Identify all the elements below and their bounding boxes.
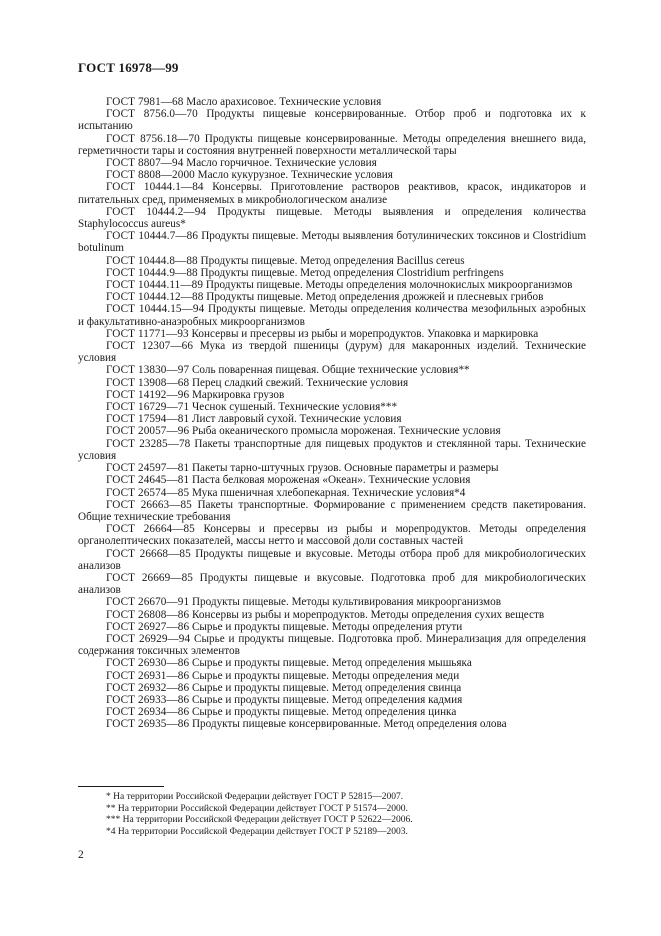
reference-title: Консервы. Приготовление растворов реактивов, красок, индикаторов и питательных сред, применяемых в микробиологическом анализе xyxy=(78,181,586,206)
reference-code: ГОСТ 16729—71 xyxy=(106,401,190,414)
footnote-text: На территории Российской Федерации действует ГОСТ Р 52815—2007. xyxy=(113,792,404,802)
reference-title: Сырье и продукты пищевые. Подготовка проб. Минерализация для определения содержания токсичных элементов xyxy=(78,632,586,658)
reference-title: Мука пшеничная хлебопекарная. Технические условия*4 xyxy=(191,486,466,499)
reference-entry xyxy=(78,133,586,157)
reference-code: ГОСТ 13908—68 xyxy=(106,376,190,389)
reference-title: Соль поваренная пищевая. Общие технические условия** xyxy=(191,364,470,377)
reference-title: Продукты пищевые консервированные. Методы определения внешнего вида, герметичности тары и состояния внутренней поверхности металлической тары xyxy=(78,132,587,157)
reference-entry xyxy=(78,291,586,303)
reference-title: Масло арахисовое. Технические условия xyxy=(186,96,382,108)
reference-code: ГОСТ 14192—96 xyxy=(106,388,190,401)
reference-title: Пакеты тарно-штучных грузов. Основные параметры и размеры xyxy=(191,462,499,475)
reference-code: ГОСТ 10444.7—86 xyxy=(106,230,199,243)
reference-title: Продукты пищевые. Методы определения молочнокислых микроорганизмов xyxy=(205,279,573,292)
reference-entry xyxy=(78,364,586,376)
reference-entry xyxy=(78,389,586,401)
reference-title: Продукты пищевые. Методы выявления ботулинических токсинов и Clostridium botulinum xyxy=(78,230,587,255)
reference-entry xyxy=(78,181,586,205)
footnote-mark: ** xyxy=(106,803,116,814)
reference-entry xyxy=(78,255,586,267)
reference-code: ГОСТ 26927—86 xyxy=(106,620,190,633)
reference-title: Продукты пищевые. Методы определения количества мезофильных аэробных и факультативно-анаэробных микроорганизмов xyxy=(78,303,586,328)
reference-title: Перец сладкий свежий. Технические условия xyxy=(191,376,409,389)
reference-entry xyxy=(78,169,586,181)
reference-code: ГОСТ 26669—85 xyxy=(106,571,193,584)
footnote-text: На территории Российской Федерации действует ГОСТ Р 51574—2000. xyxy=(117,803,408,814)
reference-entry xyxy=(78,694,586,706)
reference-entry xyxy=(78,670,586,682)
reference-code: ГОСТ 24597—81 xyxy=(106,462,190,475)
reference-code: ГОСТ 17594—81 xyxy=(106,413,190,426)
reference-code: ГОСТ 26934—86 xyxy=(106,706,190,719)
reference-title: Сырье и продукты пищевые. Методы определения ртути xyxy=(191,620,463,633)
reference-code: ГОСТ 26670—91 xyxy=(106,596,190,609)
reference-title: Консервы и пресервы из рыбы и морепродуктов. Упаковка и маркировка xyxy=(191,327,539,340)
footnote-mark: *4 xyxy=(106,826,116,837)
reference-title: Сырье и продукты пищевые. Метод определения мышьяка xyxy=(191,657,472,670)
reference-entry xyxy=(78,609,586,621)
reference-entry xyxy=(78,657,586,669)
reference-title: Сырье и продукты пищевые. Метод определения цинка xyxy=(191,706,457,719)
reference-code: ГОСТ 8756.18—70 xyxy=(106,132,200,145)
reference-title: Продукты пищевые консервированные. Отбор проб и подготовка их к испытанию xyxy=(78,108,586,133)
reference-title: Сырье и продукты пищевые. Методы определения меди xyxy=(191,669,460,682)
reference-entry xyxy=(78,157,586,169)
reference-entry xyxy=(78,401,586,413)
reference-title: Паста белковая мороженая «Океан». Технические условия xyxy=(191,474,471,487)
reference-entry xyxy=(78,718,586,730)
reference-title: Мука из твердой пшеницы (дурум) для макаронных изделий. Технические условия xyxy=(78,340,587,365)
reference-code: ГОСТ 8808—2000 xyxy=(106,169,195,182)
reference-entry xyxy=(78,328,586,340)
reference-entry xyxy=(78,340,586,364)
reference-title: Маркировка грузов xyxy=(191,388,285,401)
reference-entry xyxy=(78,230,586,254)
footnote-text: На территории Российской Федерации действует ГОСТ Р 52622—2006. xyxy=(122,815,413,826)
reference-title: Пакеты транспортные для пищевых продуктов и стеклянной тары. Технические условия xyxy=(78,437,586,462)
reference-entry xyxy=(78,96,586,108)
footnotes-list xyxy=(78,792,586,838)
reference-title: Консервы из рыбы и морепродуктов. Методы определения сухих веществ xyxy=(191,608,545,621)
reference-code: ГОСТ 26935—86 xyxy=(106,718,190,731)
reference-code: ГОСТ 26933—86 xyxy=(106,693,190,706)
footnote-mark: *** xyxy=(106,815,121,826)
footnote xyxy=(78,815,586,827)
reference-code: ГОСТ 26932—86 xyxy=(106,681,190,694)
reference-title: Продукты пищевые. Методы выявления и определения количества Staphylococcus aureus* xyxy=(78,205,587,231)
reference-title: Продукты пищевые и вкусовые. Методы отбора проб для микробиологических анализов xyxy=(78,547,586,572)
footnote xyxy=(78,827,586,839)
reference-title: Продукты пищевые консервированные. Метод определения олова xyxy=(191,718,507,731)
footnote-separator xyxy=(78,786,164,787)
footnote-mark: * xyxy=(106,792,111,802)
reference-code: ГОСТ 10444.1—84 xyxy=(106,181,204,194)
reference-title: Продукты пищевые. Метод определения Bacillus cereus xyxy=(200,254,465,267)
reference-title: Пакеты транспортные. Формирование с применением средств пакетирования. Общие технические требования xyxy=(78,498,587,523)
reference-entry xyxy=(78,413,586,425)
reference-entry xyxy=(78,206,586,230)
reference-title: Сырье и продукты пищевые. Метод определения свинца xyxy=(191,681,462,694)
reference-title: Продукты пищевые. Метод определения Clostridium perfringens xyxy=(200,266,504,279)
reference-entry xyxy=(78,499,586,523)
reference-entry xyxy=(78,487,586,499)
reference-code: ГОСТ 26929—94 xyxy=(106,632,191,645)
page-number: 2 xyxy=(78,849,84,861)
reference-entry xyxy=(78,438,586,462)
reference-code: ГОСТ 23285—78 xyxy=(106,437,191,450)
reference-entry xyxy=(78,425,586,437)
reference-title: Продукты пищевые. Метод определения дрожжей и плесневых грибов xyxy=(206,291,544,304)
reference-title: Чеснок сушеный. Технические условия*** xyxy=(191,401,398,414)
normative-references-list xyxy=(78,96,586,731)
reference-code: ГОСТ 26664—85 xyxy=(106,523,195,536)
reference-code: ГОСТ 26668—85 xyxy=(106,547,191,560)
reference-code: ГОСТ 12307—66 xyxy=(106,340,194,353)
reference-code: ГОСТ 26930—86 xyxy=(106,657,190,670)
reference-code: ГОСТ 13830—97 xyxy=(106,364,190,377)
reference-entry xyxy=(78,279,586,291)
document-header: ГОСТ 16978—99 xyxy=(78,60,179,75)
reference-title: Масло кукурузное. Технические условия xyxy=(197,169,393,182)
reference-entry xyxy=(78,621,586,633)
reference-entry xyxy=(78,377,586,389)
reference-code: ГОСТ 26931—86 xyxy=(106,669,190,682)
reference-entry xyxy=(78,706,586,718)
reference-entry xyxy=(78,108,586,132)
reference-entry xyxy=(78,462,586,474)
reference-code: ГОСТ 10444.11—89 xyxy=(106,279,204,292)
reference-title: Продукты пищевые. Методы культивирования микроорганизмов xyxy=(191,596,501,609)
reference-code: ГОСТ 10444.2—94 xyxy=(106,205,207,218)
reference-code: ГОСТ 26574—85 xyxy=(106,486,190,499)
reference-code: ГОСТ 26808—86 xyxy=(106,608,190,621)
footnote xyxy=(78,804,586,816)
reference-title: Лист лавровый сухой. Технические условия xyxy=(191,413,402,426)
reference-entry xyxy=(78,572,586,596)
reference-title: Консервы и пресервы из рыбы и морепродуктов. Методы определения органолептических показателей, массы нетто и массовой доли составных частей xyxy=(78,523,587,548)
reference-code: ГОСТ 11771—93 xyxy=(106,327,189,340)
reference-code: ГОСТ 10444.8—88 xyxy=(106,254,198,267)
footnote-text: На территории Российской Федерации действует ГОСТ Р 52189—2003. xyxy=(117,826,408,837)
reference-title: Масло горчичное. Технические условия xyxy=(186,157,377,170)
reference-code: ГОСТ 26663—85 xyxy=(106,498,192,511)
reference-entry xyxy=(78,596,586,608)
reference-entry xyxy=(78,474,586,486)
reference-code: ГОСТ 7981—68 xyxy=(106,96,184,108)
footnote xyxy=(78,792,586,804)
reference-code: ГОСТ 20057—96 xyxy=(106,425,190,438)
reference-code: ГОСТ 24645—81 xyxy=(106,474,190,487)
reference-entry xyxy=(78,682,586,694)
reference-entry xyxy=(78,267,586,279)
reference-title: Продукты пищевые и вкусовые. Подготовка проб для микробиологических анализов xyxy=(78,571,587,597)
reference-entry xyxy=(78,303,586,327)
reference-code: ГОСТ 10444.12—88 xyxy=(106,291,204,304)
reference-code: ГОСТ 10444.15—94 xyxy=(106,303,205,316)
reference-title: Рыба океанического промысла мороженая. Технические условия xyxy=(191,425,501,438)
reference-entry xyxy=(78,633,586,657)
reference-title: Сырье и продукты пищевые. Метод определения кадмия xyxy=(191,693,463,706)
reference-code: ГОСТ 10444.9—88 xyxy=(106,266,198,279)
reference-code: ГОСТ 8756.0—70 xyxy=(106,108,198,121)
reference-entry xyxy=(78,548,586,572)
reference-code: ГОСТ 8807—94 xyxy=(106,157,184,170)
reference-entry xyxy=(78,523,586,547)
